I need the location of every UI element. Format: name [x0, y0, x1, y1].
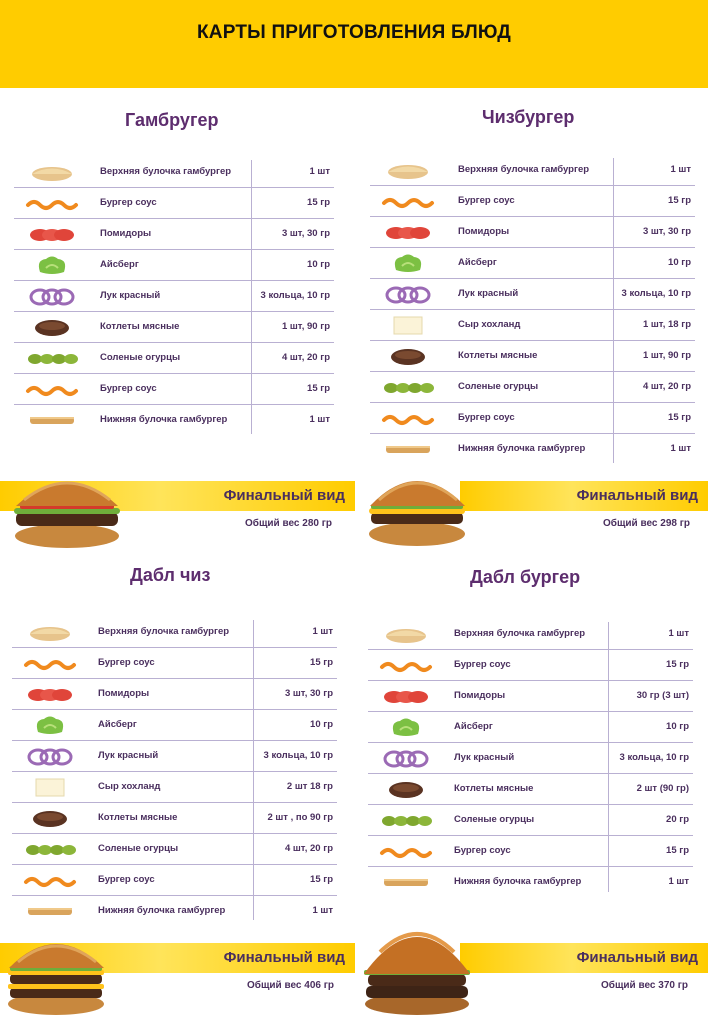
ingredient-quantity: 1 шт	[309, 414, 330, 425]
burger-photo	[365, 458, 470, 548]
ingredient-name: Котлеты мясные	[98, 812, 178, 823]
ingredient-row	[14, 405, 334, 436]
ingredient-row	[12, 648, 337, 679]
sauce-icon	[378, 407, 438, 429]
ingredient-row	[14, 374, 334, 405]
burger-photo	[360, 912, 475, 1017]
ingredient-name: Помидоры	[454, 690, 506, 701]
ingredient-quantity: 15 гр	[666, 659, 689, 670]
final-band	[460, 943, 708, 973]
ingredient-name: Сыр хохланд	[98, 781, 161, 792]
ingredient-quantity: 10 гр	[668, 257, 691, 268]
ingredient-name: Айсберг	[98, 719, 137, 730]
bottom-bun-icon	[22, 409, 82, 431]
ingredient-row	[368, 867, 693, 898]
ingredient-quantity: 4 шт, 20 гр	[284, 843, 333, 854]
ingredient-row	[368, 743, 693, 774]
ingredient-quantity: 15 гр	[668, 412, 691, 423]
ingredient-row	[12, 710, 337, 741]
bottom-bun-icon	[376, 871, 436, 893]
ingredient-quantity: 2 шт , по 90 гр	[267, 812, 333, 823]
ingredient-quantity: 30 гр (3 шт)	[636, 690, 689, 701]
cheese-icon	[378, 314, 438, 336]
ingredient-name: Котлеты мясные	[458, 350, 538, 361]
patty-icon	[22, 316, 82, 338]
ingredient-row	[14, 188, 334, 219]
ingredient-row	[370, 248, 695, 279]
ingredient-quantity: 15 гр	[307, 197, 330, 208]
patty-icon	[378, 345, 438, 367]
ingredient-row	[12, 617, 337, 648]
ingredient-row	[368, 681, 693, 712]
top-bun-icon	[376, 623, 436, 645]
pickle-icon	[378, 376, 438, 398]
ingredient-name: Айсберг	[458, 257, 497, 268]
page-title: КАРТЫ ПРИГОТОВЛЕНИЯ БЛЮД	[197, 22, 511, 43]
lettuce-icon	[378, 252, 438, 274]
ingredient-quantity: 15 гр	[668, 195, 691, 206]
ingredient-table	[370, 155, 695, 465]
pickle-icon	[22, 347, 82, 369]
onion-icon	[22, 285, 82, 307]
ingredient-row	[12, 772, 337, 803]
cheese-icon	[20, 776, 80, 798]
top-bun-icon	[20, 621, 80, 643]
ingredient-quantity: 3 шт, 30 гр	[281, 228, 330, 239]
ingredient-row	[12, 865, 337, 896]
ingredient-table	[368, 619, 693, 898]
ingredient-name: Помидоры	[458, 226, 510, 237]
burger-photo	[4, 922, 109, 1017]
ingredient-quantity: 1 шт, 18 гр	[642, 319, 691, 330]
ingredient-row	[370, 217, 695, 248]
ingredient-quantity: 1 шт	[309, 166, 330, 177]
ingredient-quantity: 10 гр	[666, 721, 689, 732]
ingredient-name: Помидоры	[100, 228, 152, 239]
ingredient-row	[370, 279, 695, 310]
ingredient-name: Айсберг	[454, 721, 493, 732]
ingredient-name: Верхняя булочка гамбургер	[98, 626, 230, 637]
ingredient-name: Верхняя булочка гамбургер	[100, 166, 232, 177]
ingredient-row	[12, 834, 337, 865]
ingredient-name: Верхняя булочка гамбургер	[454, 628, 586, 639]
final-band	[460, 481, 708, 511]
ingredient-row	[370, 310, 695, 341]
lettuce-icon	[376, 716, 436, 738]
ingredient-quantity: 4 шт, 20 гр	[281, 352, 330, 363]
bottom-bun-icon	[378, 438, 438, 460]
total-weight: Общий вес 298 гр	[603, 518, 690, 529]
ingredient-quantity: 1 шт	[312, 905, 333, 916]
table-divider	[253, 620, 254, 920]
ingredient-quantity: 2 шт 18 гр	[286, 781, 333, 792]
ingredient-row	[368, 805, 693, 836]
final-view-label: Финальный вид	[576, 949, 698, 966]
ingredient-row	[370, 155, 695, 186]
ingredient-name: Нижняя булочка гамбургер	[454, 876, 582, 887]
lettuce-icon	[22, 254, 82, 276]
total-weight: Общий вес 370 гр	[601, 980, 688, 991]
ingredient-quantity: 1 шт	[670, 164, 691, 175]
ingredient-name: Айсберг	[100, 259, 139, 270]
ingredient-quantity: 2 шт (90 гр)	[636, 783, 689, 794]
tomato-icon	[20, 683, 80, 705]
sauce-icon	[20, 869, 80, 891]
ingredient-row	[12, 679, 337, 710]
card-title: Гамбругер	[125, 110, 219, 130]
ingredient-name: Бургер соус	[98, 657, 155, 668]
ingredient-name: Котлеты мясные	[100, 321, 180, 332]
ingredient-quantity: 3 шт, 30 гр	[642, 226, 691, 237]
ingredient-row	[368, 774, 693, 805]
table-divider	[251, 160, 252, 434]
ingredient-quantity: 15 гр	[310, 874, 333, 885]
burger-photo	[10, 460, 125, 550]
ingredient-name: Бургер соус	[100, 383, 157, 394]
ingredient-name: Лук красный	[100, 290, 161, 301]
ingredient-quantity: 10 гр	[310, 719, 333, 730]
ingredient-quantity: 20 гр	[666, 814, 689, 825]
ingredient-row	[14, 250, 334, 281]
ingredient-row	[12, 741, 337, 772]
patty-icon	[20, 807, 80, 829]
ingredient-row	[14, 312, 334, 343]
top-bun-icon	[378, 159, 438, 181]
ingredient-quantity: 4 шт, 20 гр	[642, 381, 691, 392]
ingredient-name: Соленые огурцы	[100, 352, 181, 363]
top-bun-icon	[22, 161, 82, 183]
patty-icon	[376, 778, 436, 800]
ingredient-row	[368, 650, 693, 681]
ingredient-name: Соленые огурцы	[98, 843, 179, 854]
card-title: Дабл бургер	[470, 567, 581, 587]
ingredient-quantity: 1 шт	[312, 626, 333, 637]
ingredient-row	[14, 343, 334, 374]
ingredient-name: Помидоры	[98, 688, 150, 699]
ingredient-quantity: 15 гр	[310, 657, 333, 668]
ingredient-name: Лук красный	[454, 752, 515, 763]
tomato-icon	[22, 223, 82, 245]
lettuce-icon	[20, 714, 80, 736]
ingredient-row	[370, 403, 695, 434]
sauce-icon	[376, 840, 436, 862]
ingredient-name: Бургер соус	[454, 845, 511, 856]
tomato-icon	[378, 221, 438, 243]
ingredient-name: Бургер соус	[100, 197, 157, 208]
ingredient-row	[14, 281, 334, 312]
sauce-icon	[20, 652, 80, 674]
ingredient-quantity: 1 шт	[670, 443, 691, 454]
sauce-icon	[22, 192, 82, 214]
ingredient-quantity: 15 гр	[307, 383, 330, 394]
ingredient-row	[12, 803, 337, 834]
ingredient-quantity: 1 шт	[668, 628, 689, 639]
total-weight: Общий вес 406 гр	[247, 980, 334, 991]
ingredient-row	[368, 836, 693, 867]
pickle-icon	[376, 809, 436, 831]
ingredient-quantity: 3 шт, 30 гр	[284, 688, 333, 699]
ingredient-name: Лук красный	[98, 750, 159, 761]
ingredient-table	[14, 157, 334, 436]
onion-icon	[20, 745, 80, 767]
card-title: Чизбургер	[482, 107, 575, 127]
table-divider	[608, 622, 609, 892]
ingredient-quantity: 3 кольца, 10 гр	[263, 750, 333, 761]
ingredient-row	[370, 341, 695, 372]
ingredient-name: Нижняя булочка гамбургер	[98, 905, 226, 916]
sauce-icon	[22, 378, 82, 400]
ingredient-name: Бургер соус	[458, 195, 515, 206]
final-view-label: Финальный вид	[223, 487, 345, 504]
card-title: Дабл чиз	[130, 565, 211, 585]
ingredient-row	[370, 186, 695, 217]
total-weight: Общий вес 280 гр	[245, 518, 332, 529]
ingredient-row	[14, 219, 334, 250]
table-divider	[613, 158, 614, 463]
ingredient-name: Котлеты мясные	[454, 783, 534, 794]
bottom-bun-icon	[20, 900, 80, 922]
final-view-label: Финальный вид	[223, 949, 345, 966]
ingredient-table	[12, 617, 337, 927]
ingredient-name: Верхняя булочка гамбургер	[458, 164, 590, 175]
pickle-icon	[20, 838, 80, 860]
ingredient-quantity: 15 гр	[666, 845, 689, 856]
ingredient-name: Нижняя булочка гамбургер	[100, 414, 228, 425]
ingredient-name: Соленые огурцы	[458, 381, 539, 392]
ingredient-name: Бургер соус	[98, 874, 155, 885]
ingredient-name: Соленые огурцы	[454, 814, 535, 825]
tomato-icon	[376, 685, 436, 707]
ingredient-name: Сыр хохланд	[458, 319, 521, 330]
final-view-label: Финальный вид	[576, 487, 698, 504]
onion-icon	[376, 747, 436, 769]
sauce-icon	[378, 190, 438, 212]
ingredient-row	[14, 157, 334, 188]
ingredient-quantity: 3 кольца, 10 гр	[619, 752, 689, 763]
ingredient-name: Бургер соус	[454, 659, 511, 670]
ingredient-name: Лук красный	[458, 288, 519, 299]
ingredient-quantity: 1 шт	[668, 876, 689, 887]
top-banner	[0, 0, 708, 88]
ingredient-name: Нижняя булочка гамбургер	[458, 443, 586, 454]
ingredient-name: Бургер соус	[458, 412, 515, 423]
ingredient-quantity: 10 гр	[307, 259, 330, 270]
ingredient-quantity: 1 шт, 90 гр	[281, 321, 330, 332]
ingredient-row	[368, 712, 693, 743]
ingredient-row	[368, 619, 693, 650]
ingredient-row	[370, 372, 695, 403]
ingredient-quantity: 3 кольца, 10 гр	[621, 288, 691, 299]
ingredient-quantity: 3 кольца, 10 гр	[260, 290, 330, 301]
ingredient-quantity: 1 шт, 90 гр	[642, 350, 691, 361]
sauce-icon	[376, 654, 436, 676]
onion-icon	[378, 283, 438, 305]
